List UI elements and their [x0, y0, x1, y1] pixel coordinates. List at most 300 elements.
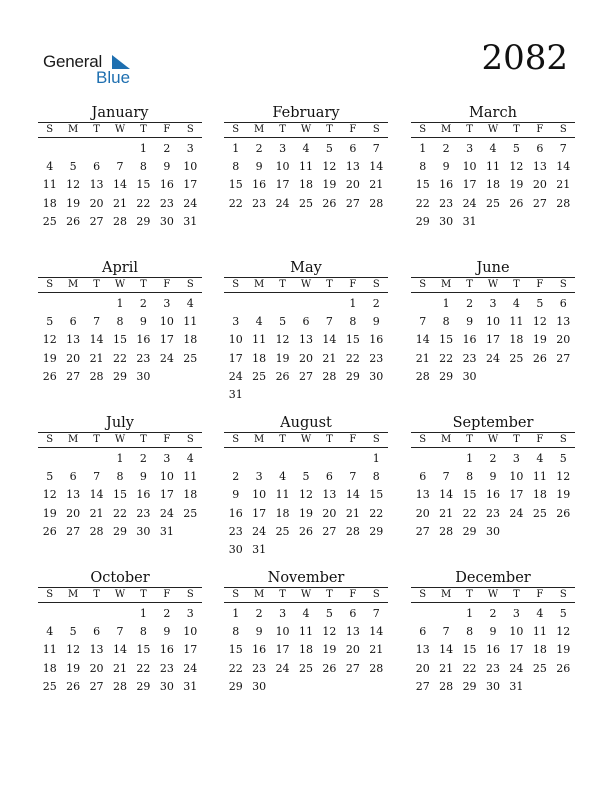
generalblue-logo — [43, 52, 143, 88]
day-cell: 5 — [325, 607, 333, 620]
day-cell: 12 — [532, 315, 547, 329]
day-cell: 10 — [462, 160, 477, 174]
day-cell: 8 — [419, 160, 427, 174]
day-cell: 31 — [228, 387, 243, 401]
day-cell: 12 — [556, 470, 571, 484]
day-cell: 8 — [466, 625, 474, 639]
day-cell: 1 — [466, 607, 474, 620]
day-cell: 1 — [139, 142, 147, 155]
month-name: January — [91, 105, 149, 121]
empty-day — [247, 295, 270, 313]
weekday-label: T — [279, 124, 286, 135]
day-cell: 11 — [509, 315, 524, 329]
day-cell: 22 — [136, 661, 151, 675]
weekday-label: T — [140, 589, 147, 600]
day-cell: 10 — [228, 333, 243, 347]
weekday-label: T — [326, 434, 333, 445]
day-cell: 19 — [322, 643, 337, 657]
day-cell: 24 — [159, 506, 174, 520]
empty-day — [85, 140, 108, 158]
day-cell: 5 — [69, 625, 77, 639]
weekday-label: F — [163, 589, 171, 600]
day-cell: 31 — [159, 524, 174, 538]
day-cell: 6 — [419, 625, 427, 639]
weekday-label: W — [487, 589, 499, 600]
day-cell: 6 — [536, 142, 544, 155]
day-cell: 8 — [232, 160, 240, 174]
day-cell: 4 — [279, 470, 287, 484]
day-cell: 29 — [112, 524, 127, 538]
weekday-label: T — [140, 434, 147, 445]
day-cell: 18 — [252, 351, 267, 365]
day-cell: 25 — [509, 351, 524, 365]
day-cell: 27 — [345, 661, 360, 675]
empty-day — [411, 450, 434, 468]
day-grid — [411, 450, 575, 541]
day-cell: 7 — [116, 160, 124, 174]
weekday-label: W — [114, 434, 126, 445]
day-cell: 4 — [512, 297, 520, 310]
day-cell: 8 — [466, 470, 474, 484]
day-cell: 7 — [442, 625, 450, 639]
day-cell: 20 — [66, 506, 81, 520]
day-cell: 28 — [369, 661, 384, 675]
day-cell: 23 — [252, 661, 267, 675]
month-september — [411, 415, 575, 541]
weekday-label: S — [46, 589, 54, 600]
day-cell: 2 — [489, 607, 497, 620]
day-cell: 29 — [136, 214, 151, 228]
year-title: 2082 — [481, 38, 568, 78]
day-cell: 6 — [93, 160, 101, 174]
day-cell: 2 — [372, 297, 380, 310]
weekday-label: T — [279, 434, 286, 445]
day-cell: 21 — [556, 178, 571, 192]
day-cell: 24 — [462, 196, 477, 210]
day-cell: 28 — [345, 524, 360, 538]
day-cell: 11 — [183, 315, 198, 329]
day-cell: 8 — [232, 625, 240, 639]
weekday-label: T — [466, 434, 473, 445]
day-cell: 29 — [112, 369, 127, 383]
day-cell: 12 — [42, 333, 57, 347]
day-cell: 28 — [439, 524, 454, 538]
day-cell: 2 — [466, 297, 474, 310]
day-cell: 16 — [369, 333, 384, 347]
weekday-label: W — [487, 434, 499, 445]
day-cell: 30 — [136, 524, 151, 538]
month-name: November — [267, 570, 345, 586]
day-cell: 11 — [42, 178, 57, 192]
day-cell: 4 — [536, 607, 544, 620]
weekday-label: S — [372, 589, 380, 600]
day-cell: 7 — [559, 142, 567, 155]
day-cell: 29 — [415, 214, 430, 228]
day-cell: 22 — [415, 196, 430, 210]
day-cell: 17 — [159, 488, 174, 502]
day-cell: 17 — [275, 643, 290, 657]
weekday-label: F — [349, 279, 357, 290]
day-cell: 5 — [325, 142, 333, 155]
day-grid — [411, 295, 575, 386]
day-cell: 28 — [439, 679, 454, 693]
day-cell: 13 — [415, 643, 430, 657]
day-cell: 18 — [509, 333, 524, 347]
day-cell: 16 — [439, 178, 454, 192]
day-cell: 31 — [183, 214, 198, 228]
day-cell: 7 — [116, 625, 124, 639]
day-cell: 16 — [462, 333, 477, 347]
day-cell: 24 — [159, 351, 174, 365]
month-name: September — [452, 415, 534, 431]
day-cell: 3 — [279, 142, 287, 155]
day-cell: 8 — [139, 625, 147, 639]
day-cell: 11 — [42, 643, 57, 657]
weekday-label: T — [326, 589, 333, 600]
day-cell: 7 — [93, 315, 101, 329]
day-cell: 22 — [369, 506, 384, 520]
day-grid — [38, 140, 202, 231]
day-cell: 1 — [116, 297, 124, 310]
weekday-label: M — [441, 124, 452, 135]
day-cell: 9 — [372, 315, 380, 329]
day-cell: 28 — [89, 524, 104, 538]
empty-day — [318, 450, 341, 468]
day-cell: 23 — [136, 506, 151, 520]
day-cell: 18 — [42, 661, 57, 675]
day-cell: 22 — [228, 661, 243, 675]
day-cell: 21 — [322, 351, 337, 365]
weekday-label: F — [536, 279, 544, 290]
day-cell: 27 — [298, 369, 313, 383]
day-cell: 11 — [532, 470, 547, 484]
day-cell: 16 — [159, 643, 174, 657]
day-cell: 2 — [255, 142, 263, 155]
day-cell: 7 — [349, 470, 357, 484]
day-cell: 31 — [462, 214, 477, 228]
day-cell: 25 — [42, 214, 57, 228]
day-cell: 15 — [369, 488, 384, 502]
weekday-label: S — [419, 279, 427, 290]
day-cell: 16 — [485, 643, 500, 657]
day-cell: 9 — [163, 625, 171, 639]
day-cell: 24 — [509, 506, 524, 520]
day-cell: 14 — [415, 333, 430, 347]
day-grid — [38, 295, 202, 386]
day-cell: 30 — [485, 679, 500, 693]
weekday-label: S — [46, 124, 54, 135]
day-cell: 21 — [415, 351, 430, 365]
empty-day — [61, 605, 84, 623]
day-cell: 10 — [183, 160, 198, 174]
day-cell: 20 — [556, 333, 571, 347]
day-cell: 20 — [532, 178, 547, 192]
day-cell: 29 — [369, 524, 384, 538]
day-cell: 22 — [112, 506, 127, 520]
day-cell: 4 — [536, 452, 544, 465]
day-cell: 10 — [275, 160, 290, 174]
day-cell: 12 — [66, 643, 81, 657]
day-cell: 18 — [532, 643, 547, 657]
day-cell: 30 — [252, 679, 267, 693]
day-cell: 1 — [349, 297, 357, 310]
day-cell: 20 — [66, 351, 81, 365]
day-cell: 28 — [112, 214, 127, 228]
day-cell: 25 — [42, 679, 57, 693]
day-cell: 19 — [322, 178, 337, 192]
day-cell: 7 — [93, 470, 101, 484]
day-cell: 13 — [298, 333, 313, 347]
day-cell: 18 — [183, 488, 198, 502]
day-cell: 13 — [66, 488, 81, 502]
weekday-header — [411, 122, 575, 138]
empty-day — [38, 295, 61, 313]
day-cell: 24 — [275, 196, 290, 210]
day-grid — [224, 295, 388, 404]
empty-day — [38, 605, 61, 623]
day-cell: 27 — [415, 679, 430, 693]
day-cell: 9 — [163, 160, 171, 174]
day-cell: 20 — [415, 661, 430, 675]
day-cell: 6 — [559, 297, 567, 310]
day-cell: 8 — [116, 315, 124, 329]
weekday-label: S — [372, 279, 380, 290]
day-cell: 27 — [322, 524, 337, 538]
day-cell: 23 — [136, 351, 151, 365]
day-cell: 7 — [372, 607, 380, 620]
weekday-label: S — [559, 124, 567, 135]
day-cell: 16 — [159, 178, 174, 192]
month-march — [411, 105, 575, 231]
day-cell: 7 — [442, 470, 450, 484]
weekday-label: T — [326, 279, 333, 290]
day-cell: 23 — [485, 506, 500, 520]
month-april — [38, 260, 202, 386]
day-cell: 28 — [415, 369, 430, 383]
day-cell: 4 — [186, 297, 194, 310]
weekday-label: S — [372, 124, 380, 135]
weekday-label: M — [441, 279, 452, 290]
day-cell: 9 — [232, 488, 240, 502]
day-cell: 24 — [509, 661, 524, 675]
day-cell: 26 — [556, 661, 571, 675]
day-cell: 10 — [159, 470, 174, 484]
day-cell: 11 — [485, 160, 500, 174]
day-cell: 16 — [228, 506, 243, 520]
weekday-label: W — [114, 124, 126, 135]
day-cell: 27 — [415, 524, 430, 538]
day-cell: 23 — [159, 196, 174, 210]
day-cell: 17 — [509, 488, 524, 502]
day-cell: 18 — [42, 196, 57, 210]
day-cell: 9 — [255, 160, 263, 174]
weekday-label: M — [68, 589, 79, 600]
day-cell: 18 — [298, 643, 313, 657]
weekday-label: S — [186, 124, 194, 135]
weekday-label: S — [372, 434, 380, 445]
day-cell: 19 — [66, 196, 81, 210]
day-cell: 10 — [275, 625, 290, 639]
day-cell: 8 — [442, 315, 450, 329]
weekday-label: M — [68, 124, 79, 135]
day-cell: 9 — [255, 625, 263, 639]
day-cell: 23 — [369, 351, 384, 365]
day-grid — [38, 450, 202, 541]
day-cell: 9 — [489, 470, 497, 484]
weekday-label: M — [68, 279, 79, 290]
day-cell: 19 — [66, 661, 81, 675]
empty-day — [434, 450, 457, 468]
empty-day — [294, 295, 317, 313]
day-cell: 26 — [298, 524, 313, 538]
day-cell: 1 — [116, 452, 124, 465]
day-cell: 11 — [298, 160, 313, 174]
day-cell: 1 — [372, 452, 380, 465]
day-cell: 14 — [112, 178, 127, 192]
day-cell: 24 — [252, 524, 267, 538]
weekday-label: M — [254, 279, 265, 290]
day-cell: 15 — [112, 333, 127, 347]
day-cell: 3 — [186, 607, 194, 620]
day-cell: 15 — [462, 643, 477, 657]
day-cell: 19 — [42, 506, 57, 520]
day-cell: 8 — [349, 315, 357, 329]
weekday-label: F — [163, 124, 171, 135]
empty-day — [271, 295, 294, 313]
weekday-label: S — [232, 124, 240, 135]
weekday-label: F — [349, 434, 357, 445]
weekday-label: T — [279, 589, 286, 600]
day-cell: 14 — [439, 643, 454, 657]
day-cell: 12 — [509, 160, 524, 174]
day-cell: 21 — [345, 506, 360, 520]
weekday-label: S — [46, 279, 54, 290]
day-cell: 24 — [183, 661, 198, 675]
empty-day — [411, 295, 434, 313]
day-cell: 22 — [462, 506, 477, 520]
day-cell: 12 — [66, 178, 81, 192]
day-cell: 7 — [372, 142, 380, 155]
day-cell: 10 — [509, 470, 524, 484]
weekday-label: F — [536, 589, 544, 600]
weekday-label: M — [441, 434, 452, 445]
weekday-label: S — [232, 589, 240, 600]
day-cell: 8 — [139, 160, 147, 174]
day-cell: 28 — [89, 369, 104, 383]
day-cell: 22 — [439, 351, 454, 365]
day-cell: 27 — [66, 369, 81, 383]
day-cell: 29 — [345, 369, 360, 383]
logo-general-text: General — [43, 52, 103, 71]
day-cell: 11 — [252, 333, 267, 347]
day-cell: 16 — [136, 333, 151, 347]
day-cell: 27 — [345, 196, 360, 210]
day-cell: 11 — [183, 470, 198, 484]
day-cell: 27 — [89, 679, 104, 693]
day-cell: 6 — [349, 607, 357, 620]
weekday-label: M — [441, 589, 452, 600]
day-cell: 6 — [93, 625, 101, 639]
weekday-label: F — [163, 279, 171, 290]
day-cell: 23 — [228, 524, 243, 538]
weekday-label: T — [93, 279, 100, 290]
day-cell: 4 — [302, 607, 310, 620]
day-cell: 8 — [372, 470, 380, 484]
day-cell: 3 — [163, 297, 171, 310]
day-cell: 10 — [159, 315, 174, 329]
day-cell: 26 — [42, 524, 57, 538]
day-cell: 9 — [466, 315, 474, 329]
day-cell: 20 — [298, 351, 313, 365]
weekday-label: T — [326, 124, 333, 135]
day-cell: 30 — [439, 214, 454, 228]
weekday-header — [224, 587, 388, 603]
day-cell: 14 — [112, 643, 127, 657]
day-cell: 31 — [509, 679, 524, 693]
day-cell: 25 — [252, 369, 267, 383]
day-cell: 13 — [556, 315, 571, 329]
day-cell: 27 — [532, 196, 547, 210]
day-cell: 2 — [163, 607, 171, 620]
day-cell: 17 — [183, 643, 198, 657]
day-cell: 13 — [89, 178, 104, 192]
day-cell: 25 — [183, 351, 198, 365]
day-cell: 28 — [556, 196, 571, 210]
day-grid — [38, 605, 202, 696]
day-cell: 18 — [485, 178, 500, 192]
day-cell: 20 — [345, 643, 360, 657]
day-cell: 26 — [322, 196, 337, 210]
month-name: August — [280, 415, 332, 431]
month-may — [224, 260, 388, 404]
day-cell: 15 — [345, 333, 360, 347]
weekday-label: S — [186, 434, 194, 445]
weekday-label: W — [487, 124, 499, 135]
day-cell: 12 — [322, 160, 337, 174]
day-cell: 13 — [345, 625, 360, 639]
day-cell: 3 — [163, 452, 171, 465]
day-cell: 16 — [252, 178, 267, 192]
day-cell: 9 — [489, 625, 497, 639]
day-cell: 20 — [89, 661, 104, 675]
day-cell: 25 — [532, 661, 547, 675]
day-grid — [411, 140, 575, 231]
empty-day — [224, 450, 247, 468]
day-cell: 29 — [462, 524, 477, 538]
month-name: May — [290, 260, 322, 276]
empty-day — [85, 450, 108, 468]
day-cell: 26 — [66, 214, 81, 228]
empty-day — [85, 295, 108, 313]
day-cell: 4 — [302, 142, 310, 155]
day-cell: 5 — [46, 470, 54, 484]
day-cell: 27 — [556, 351, 571, 365]
day-cell: 21 — [439, 506, 454, 520]
day-cell: 12 — [42, 488, 57, 502]
weekday-label: S — [46, 434, 54, 445]
day-cell: 2 — [139, 452, 147, 465]
day-cell: 5 — [512, 142, 520, 155]
day-cell: 1 — [442, 297, 450, 310]
day-cell: 11 — [532, 625, 547, 639]
day-cell: 21 — [112, 661, 127, 675]
day-cell: 4 — [255, 315, 263, 329]
month-november — [224, 570, 388, 696]
day-cell: 25 — [298, 661, 313, 675]
day-cell: 19 — [556, 643, 571, 657]
day-cell: 17 — [183, 178, 198, 192]
day-cell: 29 — [462, 679, 477, 693]
